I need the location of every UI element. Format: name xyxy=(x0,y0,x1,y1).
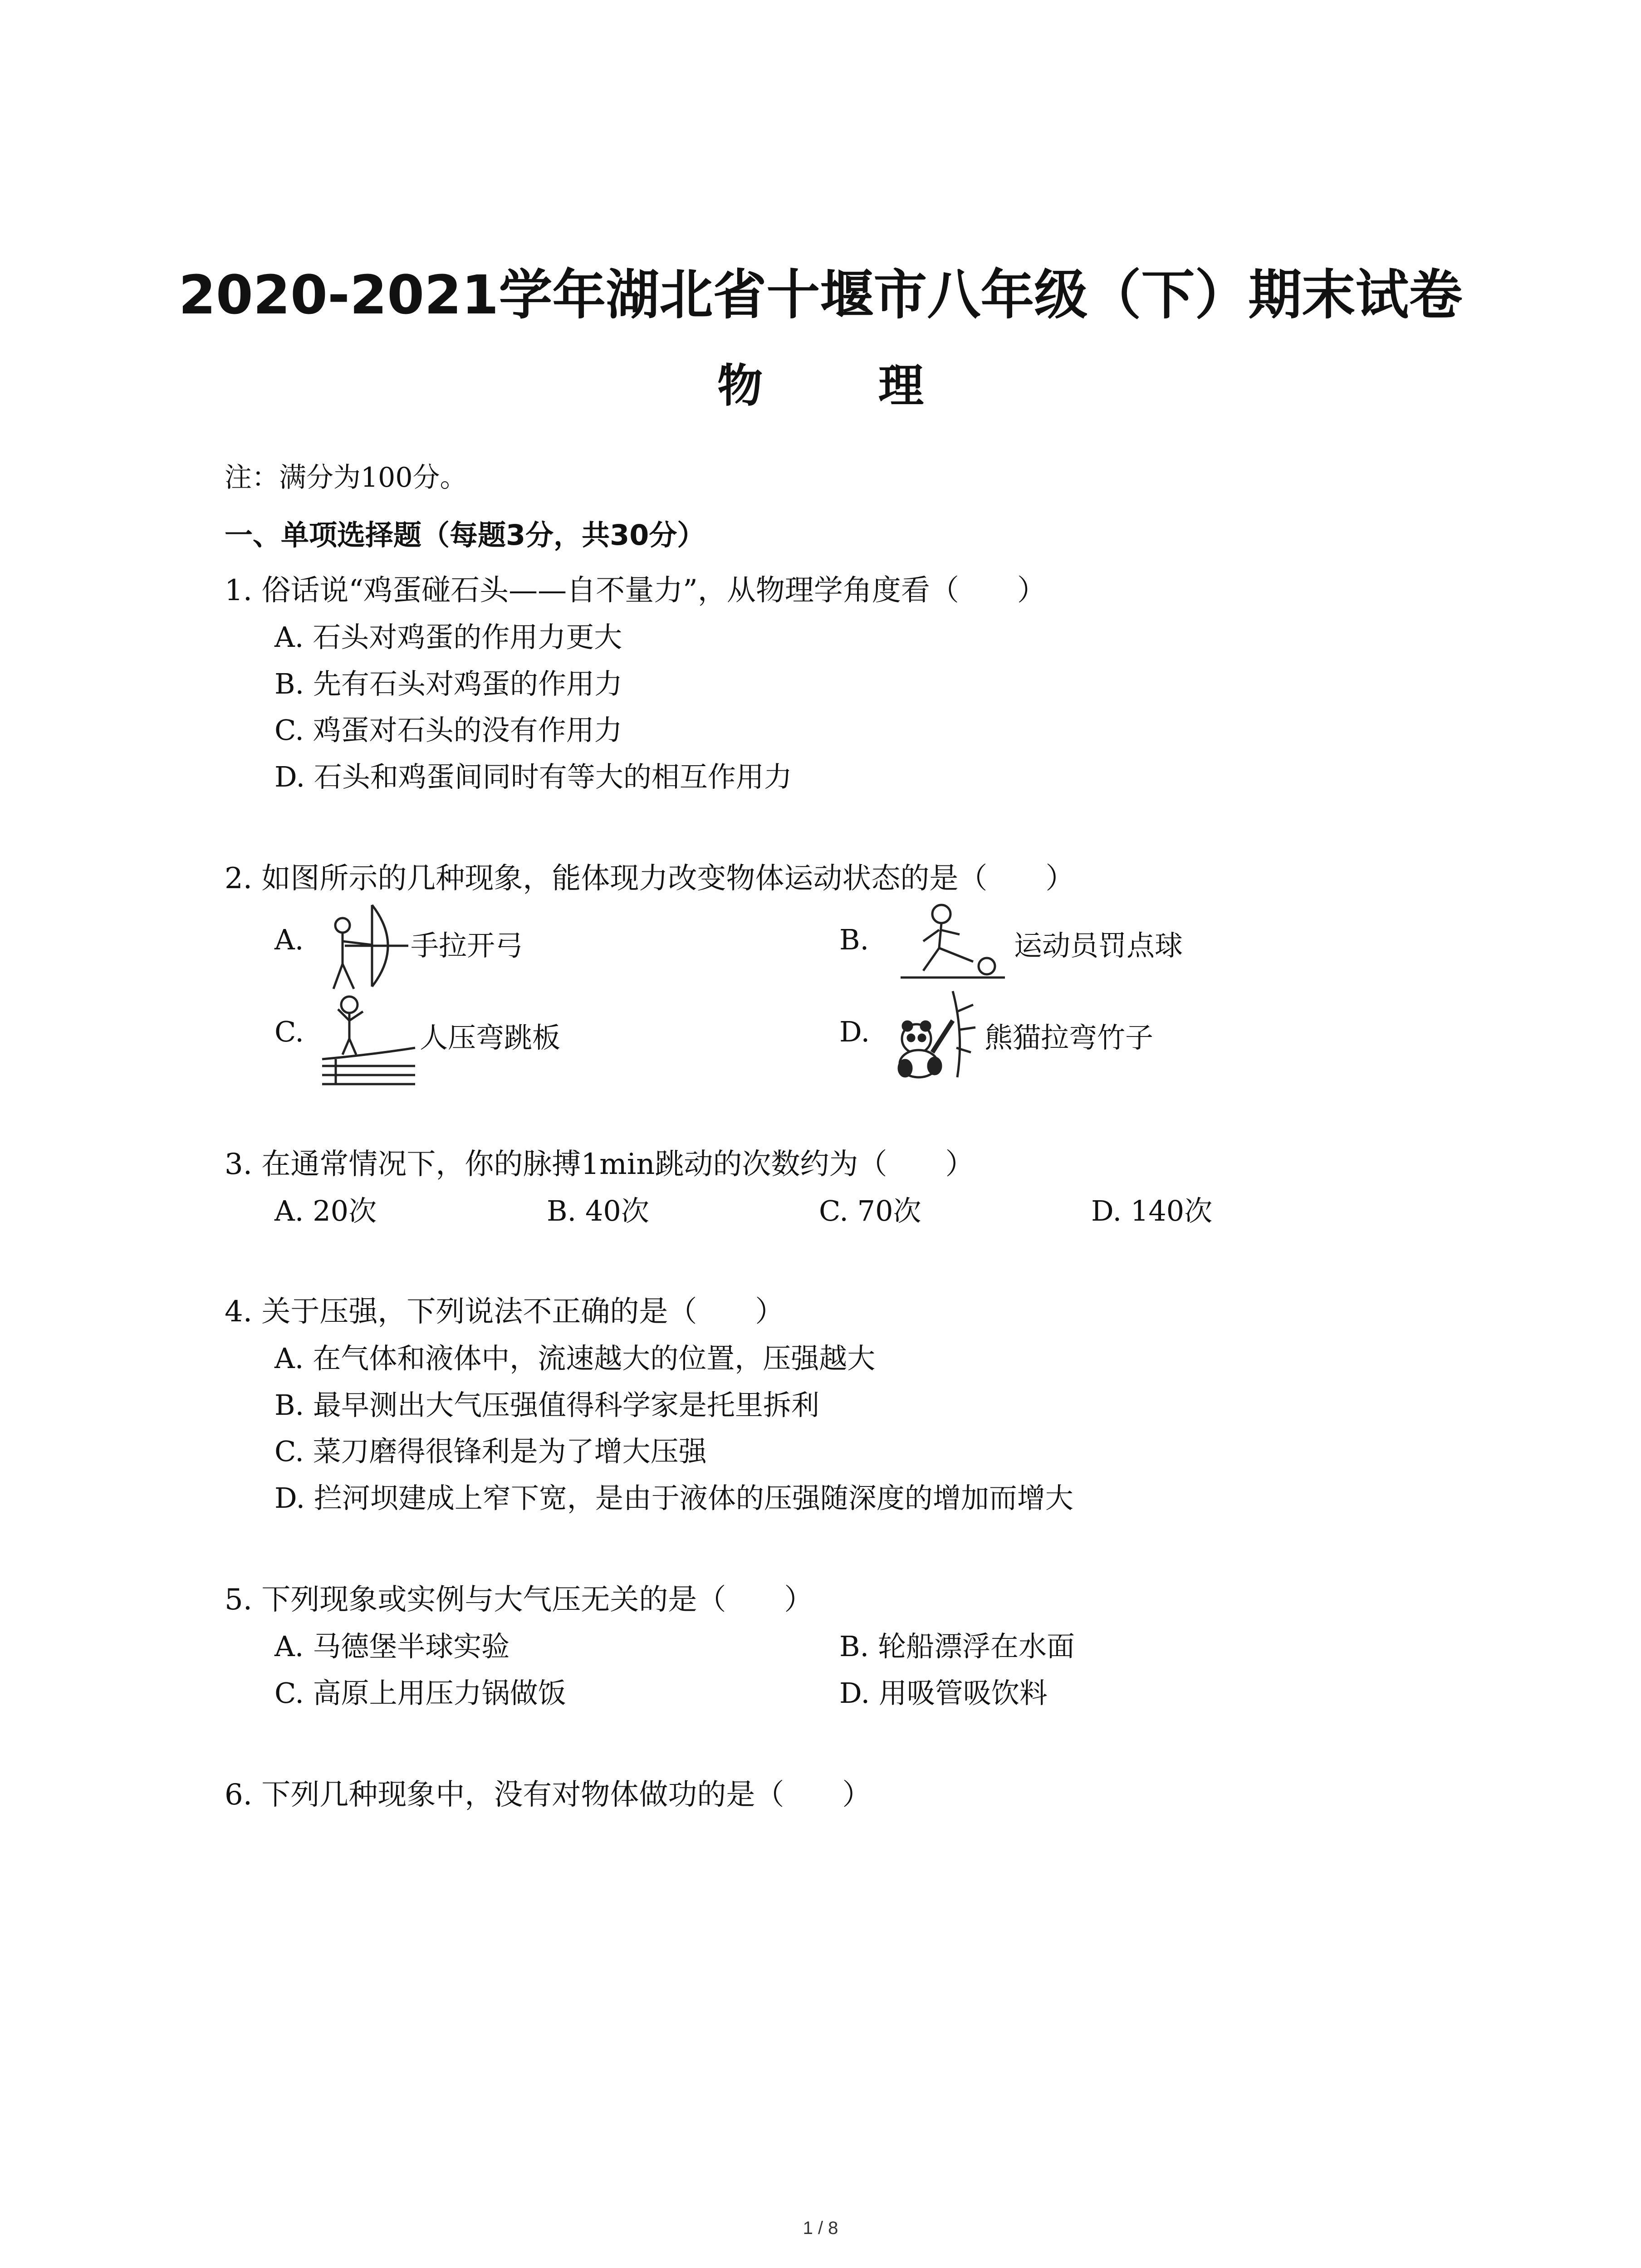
question-5-option-a: A. 马德堡半球实验 xyxy=(274,1630,510,1663)
question-4-option-d: D. 拦河坝建成上窄下宽，是由于液体的压强随深度的增加而增大 xyxy=(274,1481,1073,1515)
question-2-option-a-letter: A. xyxy=(274,923,304,956)
section-heading: 一、单项选择题（每题3分，共30分） xyxy=(225,518,705,552)
football-kick-icon xyxy=(896,898,1009,984)
question-6-stem: 6. 下列几种现象中，没有对物体做功的是（ ） xyxy=(225,1778,872,1812)
question-5-option-c: C. 高原上用压力锅做饭 xyxy=(274,1677,566,1710)
question-2-option-b-text: 运动员罚点球 xyxy=(1014,929,1183,962)
page-number: 1 / 8 xyxy=(803,2218,838,2238)
question-4-option-c: C. 菜刀磨得很锋利是为了增大压强 xyxy=(274,1435,707,1468)
question-3-option-b: B. 40次 xyxy=(547,1194,649,1227)
question-3-option-d: D. 140次 xyxy=(1091,1194,1213,1227)
question-2-option-c-text: 人压弯跳板 xyxy=(420,1021,561,1054)
archer-bow-icon xyxy=(318,900,408,991)
diving-board-icon xyxy=(318,991,417,1086)
panda-bamboo-icon xyxy=(889,989,980,1080)
question-2-option-d-text: 熊猫拉弯竹子 xyxy=(985,1021,1154,1054)
question-2-option-c-letter: C. xyxy=(274,1015,304,1048)
question-3-option-a: A. 20次 xyxy=(274,1194,377,1227)
question-1-stem: 1. 俗话说“鸡蛋碰石头——自不量力”，从物理学角度看（ ） xyxy=(225,574,1046,607)
question-2-option-d-letter: D. xyxy=(839,1015,870,1048)
page-title: 2020-2021学年湖北省十堰市八年级（下）期末试卷 xyxy=(178,264,1463,326)
question-5-stem: 5. 下列现象或实例与大气压无关的是（ ） xyxy=(225,1583,813,1617)
question-5-option-d: D. 用吸管吸饮料 xyxy=(839,1677,1048,1710)
question-3-option-c: C. 70次 xyxy=(819,1194,921,1227)
question-2-option-b-letter: B. xyxy=(839,923,869,956)
question-1-option-c: C. 鸡蛋对石头的没有作用力 xyxy=(274,714,622,747)
question-4-option-a: A. 在气体和液体中，流速越大的位置，压强越大 xyxy=(274,1342,876,1375)
question-2-option-a-text: 手拉开弓 xyxy=(411,929,524,962)
question-1-option-d: D. 石头和鸡蛋间同时有等大的相互作用力 xyxy=(274,760,792,793)
question-1-option-a: A. 石头对鸡蛋的作用力更大 xyxy=(274,621,622,654)
question-3-stem: 3. 在通常情况下，你的脉搏1min跳动的次数约为（ ） xyxy=(225,1148,975,1181)
question-4-option-b: B. 最早测出大气压强值得科学家是托里拆利 xyxy=(274,1388,819,1422)
question-4-stem: 4. 关于压强，下列说法不正确的是（ ） xyxy=(225,1295,784,1329)
question-2-stem: 2. 如图所示的几种现象，能体现力改变物体运动状态的是（ ） xyxy=(225,862,1075,895)
score-note: 注：满分为100分。 xyxy=(225,462,467,494)
subject-title: 物 理 xyxy=(717,359,974,412)
question-1-option-b: B. 先有石头对鸡蛋的作用力 xyxy=(274,667,622,700)
question-5-option-b: B. 轮船漂浮在水面 xyxy=(839,1630,1075,1663)
